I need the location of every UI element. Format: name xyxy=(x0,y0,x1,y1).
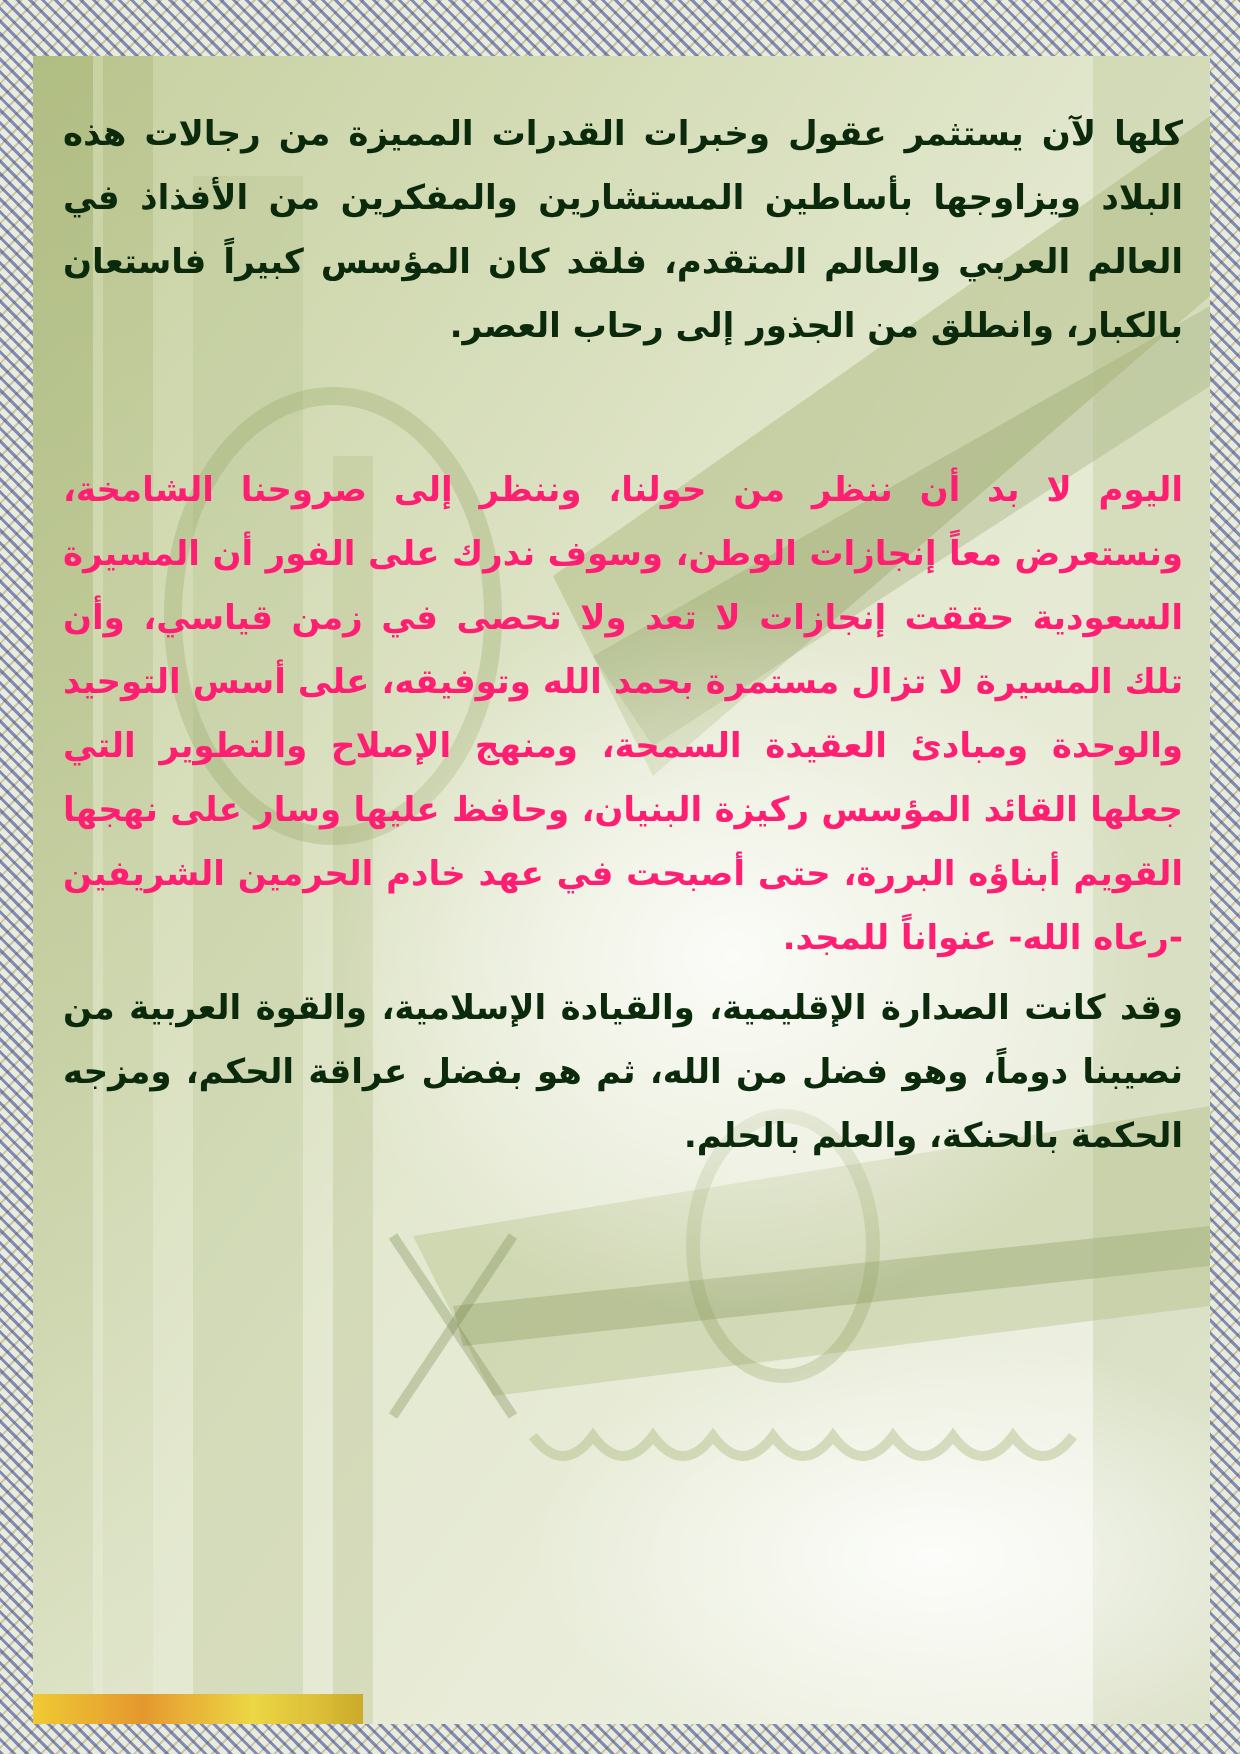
content-panel xyxy=(33,56,1210,1724)
paragraph-achievements: اليوم لا بد أن ننظر من حولنا، وننظر إلى صروحنا الشامخة، ونستعرض معاً إنجازات الوطن، وسوف ندرك على الفور أن المسيرة السعودية حققت إنجازات لا تعد ولا تحصى في زمن قياسي، وأن تلك المسيرة لا تزال مستمرة بحمد الله وتوفيقه، على أسس التوحيد والوحدة ومبادئ العقيدة السمحة، ومنهج الإصلاح والتطوير التي جعلها القائد المؤسس ركيزة البنيان، وحافظ عليها وسار على نهجها القويم أبناؤه البررة، حتى أصبحت في عهد خادم الحرمين الشريفين -رعاه الله- عنواناً للمجد. xyxy=(63,470,1183,958)
article-body xyxy=(63,102,1183,1168)
paragraph-founder: كلها لآن يستثمر عقول وخبرات القدرات المميزة من رجالات هذه البلاد ويزاوجها بأساطين المستشارين والمفكرين من الأفذاذ في العالم العربي والعالم المتقدم، فلقد كان المؤسس كبيراً فاستعان بالكبار، وانطلق من الجذور إلى رحاب العصر. xyxy=(63,114,1183,346)
footer-decoration xyxy=(33,1694,363,1724)
paragraph-leadership: وقد كانت الصدارة الإقليمية، والقيادة الإسلامية، والقوة العربية من نصيبنا دوماً، وهو فضل من الله، ثم هو بفضل عراقة الحكم، ومزجه الحكمة بالحنكة، والعلم بالحلم. xyxy=(63,988,1183,1156)
